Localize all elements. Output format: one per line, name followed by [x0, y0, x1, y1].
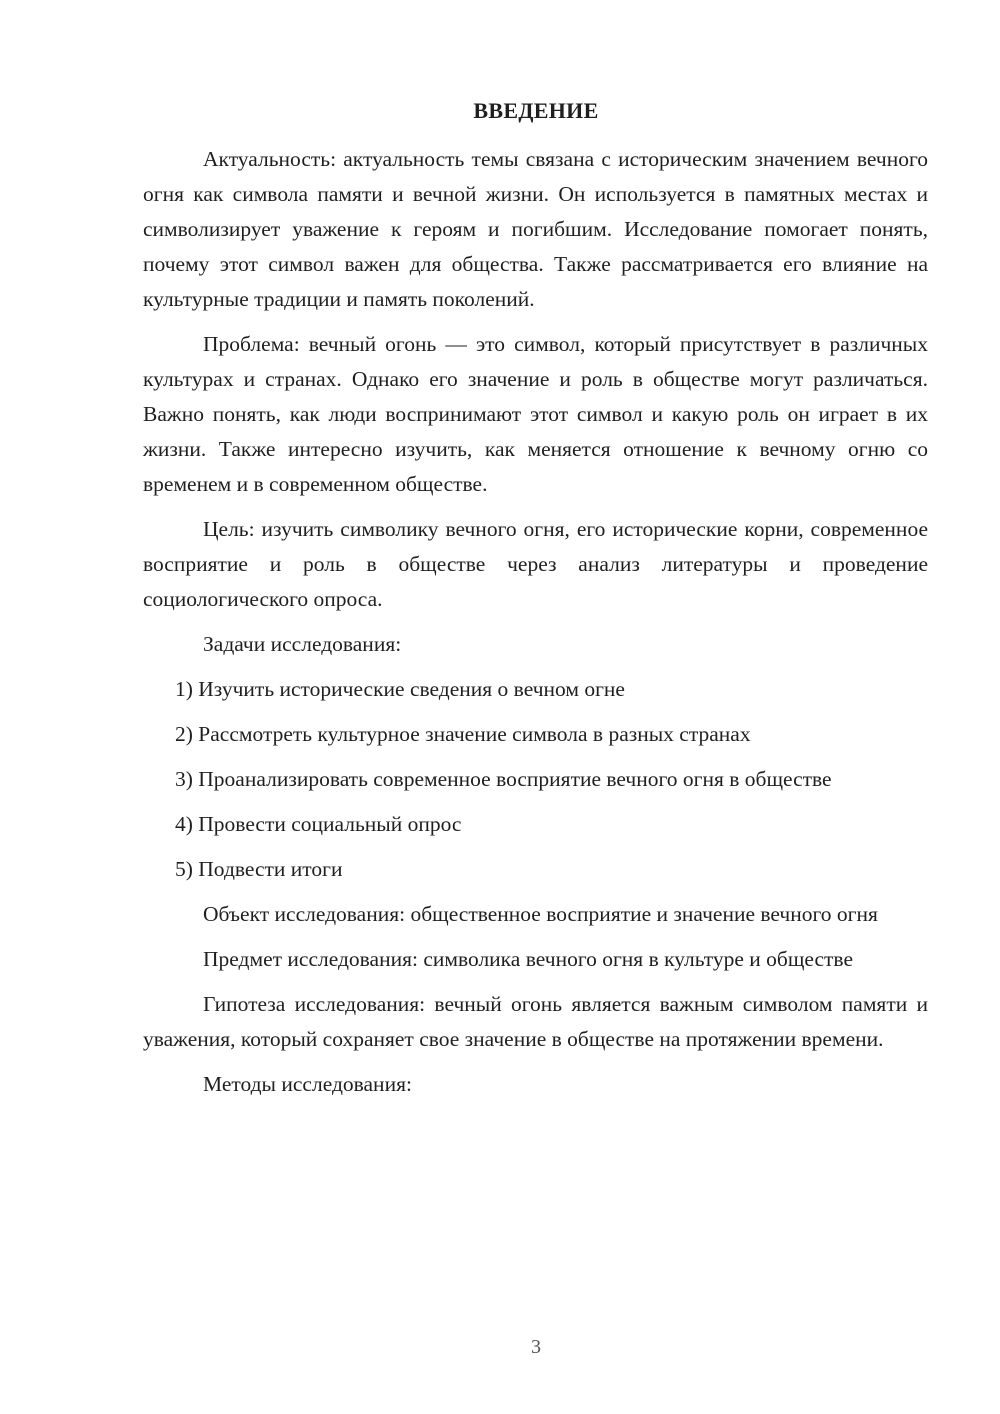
paragraph-hypothesis: Гипотеза исследования: вечный огонь является важным символом памяти и уважения, который сохраняет свое значение в обществе на протяжении времени.	[143, 992, 928, 1051]
paragraph-object: Объект исследования: общественное восприятие и значение вечного огня	[203, 902, 878, 926]
section-heading: ВВЕДЕНИЕ	[473, 98, 599, 123]
paragraph-problem: Проблема: вечный огонь — это символ, который присутствует в различных культурах и странах. Однако его значение и роль в обществе могут различаться. Важно понять, как люди воспринимают этот символ и какую роль он играет в их жизни. Также интересно изучить, как меняется отношение к вечному огню со временем и в современном обществе.	[143, 332, 928, 496]
document-body	[143, 142, 928, 1112]
paragraph-subject: Предмет исследования: символика вечного огня в культуре и обществе	[203, 947, 853, 971]
task-item: 3) Проанализировать современное восприятие вечного огня в обществе	[175, 767, 832, 791]
page-number: 3	[531, 1336, 541, 1358]
paragraph-methods: Методы исследования:	[203, 1072, 412, 1096]
task-item: 5) Подвести итоги	[175, 857, 343, 881]
paragraph-goal: Цель: изучить символику вечного огня, его исторические корни, современное восприятие и роль в обществе через анализ литературы и проведение социологического опроса.	[143, 517, 928, 611]
task-item: 4) Провести социальный опрос	[175, 812, 462, 836]
task-item: 1) Изучить исторические сведения о вечном огне	[175, 677, 625, 701]
paragraph-tasks-heading: Задачи исследования:	[203, 632, 402, 656]
paragraph-relevance: Актуальность: актуальность темы связана с историческим значением вечного огня как символа памяти и вечной жизни. Он используется в памятных местах и символизирует уважение к героям и погибшим. Исследование помогает понять, почему этот символ важен для общества. Также рассматривается его влияние на культурные традиции и память поколений.	[143, 147, 928, 311]
task-item: 2) Рассмотреть культурное значение символа в разных странах	[175, 722, 751, 746]
